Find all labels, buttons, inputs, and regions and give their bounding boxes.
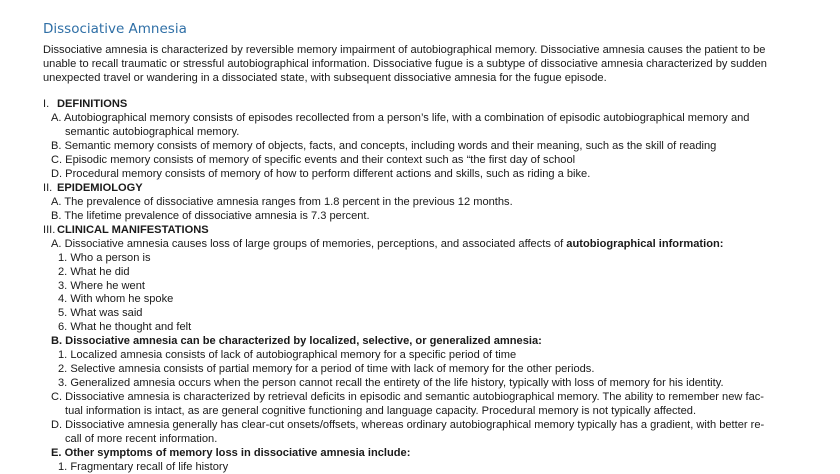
section-heading-definitions xyxy=(43,97,127,111)
list-item: 5. What was said xyxy=(58,307,143,319)
clinical-item-a-text: A. Dissociative amnesia causes loss of large groups of memories, perceptions, and associated affects of xyxy=(51,238,567,250)
section-heading-clinical xyxy=(43,223,209,237)
list-item: 6. What he thought and felt xyxy=(58,321,192,333)
page-title: Dissociative Amnesia xyxy=(43,21,187,37)
definition-item: A. Autobiographical memory consists of episodes recollected from a person’s life, with a combination of episodic autobiographical memory and xyxy=(51,112,750,124)
definition-item: C. Episodic memory consists of memory of specific events and their context such as “the first day of school xyxy=(51,154,576,166)
intro-line: unable to recall traumatic or stressful autobiographical information. Dissociative fugue is a subtype of dissociative amnesia characterized by sudden xyxy=(43,58,767,70)
section-numeral: III. xyxy=(43,224,56,236)
definition-item: D. Procedural memory consists of memory of how to perform different actions and skills, such as riding a bike. xyxy=(51,168,591,180)
clinical-item-a-bold: autobiographical information: xyxy=(566,238,724,250)
list-item: 2. What he did xyxy=(58,266,130,278)
epidemiology-item: B. The lifetime prevalence of dissociative amnesia is 7.3 percent. xyxy=(51,210,370,222)
section-numeral: II. xyxy=(43,182,53,194)
clinical-item-d: D. Dissociative amnesia generally has clear-cut onsets/offsets, whereas ordinary autobiographical memory typically has a gradient, with better re- xyxy=(51,419,765,431)
intro-paragraph xyxy=(43,43,839,85)
list-item: 3. Where he went xyxy=(58,280,145,292)
section-heading-text: DEFINITIONS xyxy=(57,98,128,110)
list-item: 2. Selective amnesia consists of partial memory for a period of time with lack of memory for the other periods. xyxy=(58,363,595,375)
definition-item: B. Semantic memory consists of memory of objects, facts, and concepts, including words and their meaning, such as the skill of reading xyxy=(51,140,717,152)
section-heading-text: CLINICAL MANIFESTATIONS xyxy=(57,224,209,236)
list-item: 4. With whom he spoke xyxy=(58,293,174,305)
section-numeral: I. xyxy=(43,98,50,110)
list-item: 1. Fragmentary recall of life history xyxy=(58,461,229,473)
clinical-item-e-heading: E. Other symptoms of memory loss in dissociative amnesia include: xyxy=(51,447,411,459)
epidemiology-item: A. The prevalence of dissociative amnesia ranges from 1.8 percent in the previous 12 months. xyxy=(51,196,513,208)
list-item: 1. Who a person is xyxy=(58,252,151,264)
intro-line: unexpected travel or wandering in a dissociated state, with subsequent dissociative amnesia for the fugue episode. xyxy=(43,72,607,84)
list-item: 1. Localized amnesia consists of lack of autobiographical memory for a specific period of time xyxy=(58,349,517,361)
clinical-item-b-heading: B. Dissociative amnesia can be characterized by localized, selective, or generalized amnesia: xyxy=(51,335,542,347)
definition-item-continued: semantic autobiographical memory. xyxy=(65,126,240,138)
clinical-item-d-continued: call of more recent information. xyxy=(65,433,218,445)
intro-line: Dissociative amnesia is characterized by reversible memory impairment of autobiographical memory. Dissociative amnesia causes the patient to be xyxy=(43,44,766,56)
section-heading-text: EPIDEMIOLOGY xyxy=(57,182,143,194)
clinical-item-c: C. Dissociative amnesia is characterized by retrieval deficits in episodic and semantic autobiographical memory. The ability to remember new fac- xyxy=(51,391,764,403)
section-heading-epidemiology xyxy=(43,181,143,195)
clinical-item-c-continued: tual information is intact, as are general cognitive functioning and language capacity. Procedural memory is not typically affected. xyxy=(65,405,697,417)
list-item: 3. Generalized amnesia occurs when the person cannot recall the entirety of the life history, typically with loss of memory for his identity. xyxy=(58,377,724,389)
clinical-item-a xyxy=(51,237,723,251)
